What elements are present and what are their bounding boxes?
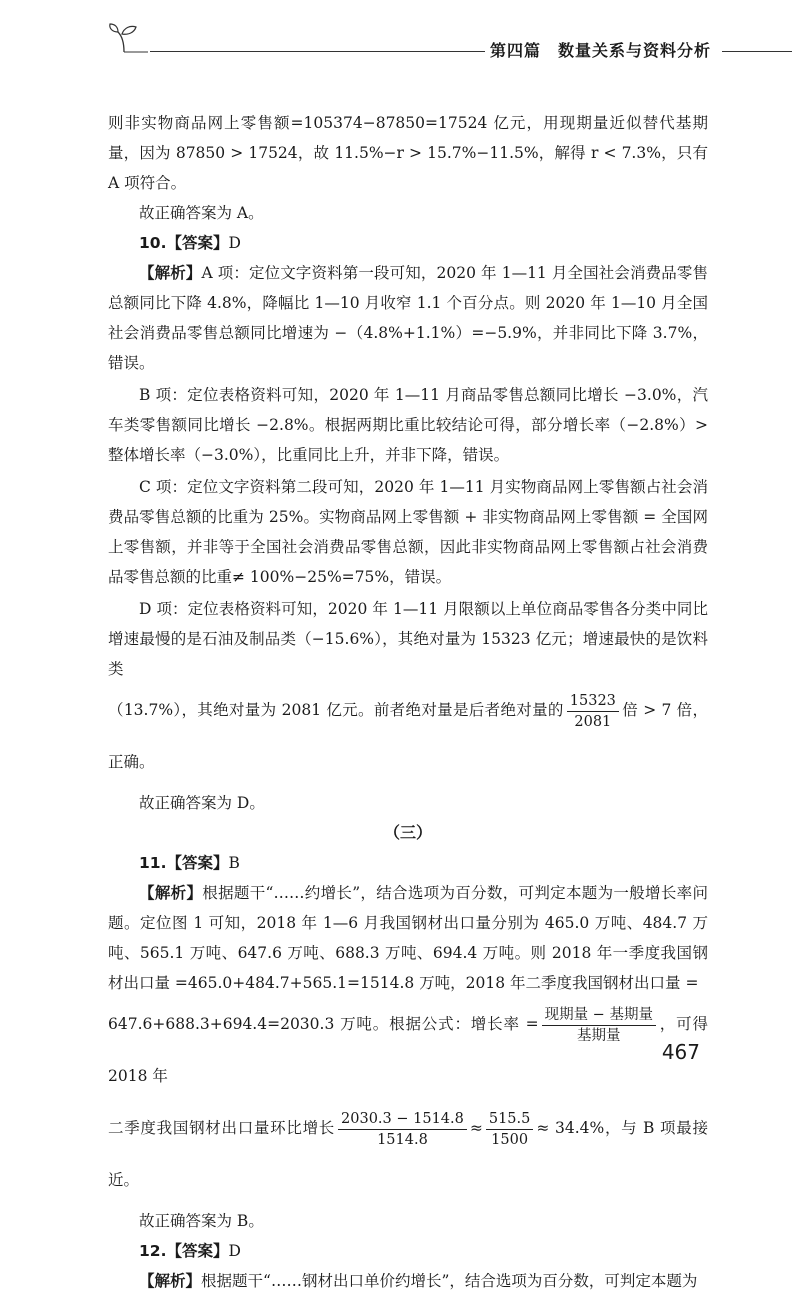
q12-analysis-tag: 【解析】 — [139, 1272, 202, 1290]
q10-option-d: D 项：定位表格资料可知，2020 年 1—11 月限额以上单位商品零售各分类中同比增速最慢的是石油及制品类（−15.6%），其绝对量为 15323 亿元；增速最快的是饮料类 — [108, 600, 708, 678]
running-header-title: 第四篇 数量关系与资料分析 — [490, 41, 712, 60]
q10-d-text3: 倍 > 7 倍，正确。 — [108, 701, 708, 771]
q10-frac-num: 15323 — [567, 691, 619, 712]
q11-growth-formula — [542, 1005, 656, 1046]
q10-d-text2: （13.7%），其绝对量为 2081 亿元。前者绝对量是后者绝对量的 — [108, 701, 564, 719]
q11-formula-den: 基期量 — [577, 1027, 621, 1044]
q11-text1: 根据题干“……约增长”，结合选项为百分数，可判定本题为一般增长率问题。定位图 1 可知，2018 年 1—6 月我国钢材出口量分别为 465.0 万吨、484.7 万吨、565.1 万吨、647.6 万吨、688.3 万吨、694.4 万吨。则 2018 年一季度我国钢材出口量 =465.0+484.7+565.1=1514.8 万吨，2018 年二季度我国钢材出口量 = — [108, 884, 708, 992]
q12-answer-letter: D — [228, 1242, 241, 1260]
q10-option-b: B 项：定位表格资料可知，2020 年 1—11 月商品零售总额同比增长 −3.0%，汽车类零售额同比增长 −2.8%。根据两期比重比较结论可得，部分增长率（−2.8%）> 整体增长率（−3.0%），比重同比上升，并非下降，错误。 — [108, 386, 708, 464]
q11-calc1-den: 1514.8 — [377, 1131, 428, 1148]
q10-conclusion: 故正确答案为 D。 — [139, 794, 265, 812]
q11-calc-fraction-1 — [338, 1109, 467, 1150]
q11-analysis-tag: 【解析】 — [139, 884, 203, 902]
q12-analysis — [108, 1266, 708, 1296]
q11-analysis — [108, 878, 708, 998]
q11-formula-num: 现期量 − 基期量 — [542, 1005, 656, 1026]
q11-calc2-den: 1500 — [491, 1131, 529, 1148]
q11-conclusion: 故正确答案为 B。 — [139, 1212, 264, 1230]
q11-calc-line — [108, 1102, 708, 1206]
page-header — [0, 0, 800, 70]
q12-prefix: 12.【答案】 — [139, 1242, 229, 1260]
q11-answer-letter: B — [228, 854, 240, 872]
page-number: 467 — [661, 1040, 700, 1064]
header-rule-left — [150, 51, 485, 52]
q11-calc-fraction-2 — [486, 1109, 534, 1150]
q10-fraction — [567, 691, 619, 732]
q10-answer-letter: D — [228, 234, 241, 252]
q12-answer — [108, 1236, 708, 1266]
q10-frac-den: 2081 — [574, 713, 612, 730]
q11-text3: ，可得 2018 年 — [108, 1015, 708, 1085]
header-rule-right — [722, 51, 792, 52]
q11-calc2-num: 515.5 — [486, 1109, 534, 1130]
q10-option-d-cont — [108, 684, 708, 788]
q10-analysis-tag: 【解析】 — [139, 264, 202, 282]
q11-prefix: 11.【答案】 — [139, 854, 229, 872]
page-body — [108, 108, 708, 1296]
q10-prefix: 10.【答案】 — [139, 234, 229, 252]
q11-answer — [108, 848, 708, 878]
q10-answer — [108, 228, 708, 258]
q11-formula-line — [108, 998, 708, 1102]
q11-text4: 二季度我国钢材出口量环比增长 — [108, 1119, 336, 1137]
section-heading-3: （三） — [383, 823, 432, 842]
q11-text2: 647.6+688.3+694.4=2030.3 万吨。根据公式：增长率 = — [108, 1015, 539, 1033]
paragraph-p1: 则非实物商品网上零售额=105374−87850=17524 亿元，用现期量近似替代基期量，因为 87850 > 17524，故 11.5%−r > 15.7%−11.5%，解得 r < 7.3%，只有 A 项符合。 — [108, 114, 708, 192]
q11-text5: ≈ 34.4%，与 B 项最接近。 — [108, 1119, 708, 1189]
q10-option-a — [108, 258, 708, 378]
q10-option-c: C 项：定位文字资料第二段可知，2020 年 1—11 月实物商品网上零售额占社会消费品零售总额的比重为 25%。实物商品网上零售额 + 非实物商品网上零售额 = 全国网上零售额，并非等于全国社会消费品零售总额，因此非实物商品网上零售额占社会消费品零售总额的比重≠ 100%−25%=75%，错误。 — [108, 478, 708, 586]
q11-approx: ≈ — [469, 1119, 483, 1137]
q11-calc1-num: 2030.3 − 1514.8 — [338, 1109, 467, 1130]
answer-conclusion-q9: 故正确答案为 A。 — [139, 204, 264, 222]
q10-a-text: A 项：定位文字资料第一段可知，2020 年 1—11 月全国社会消费品零售总额同比下降 4.8%，降幅比 1—10 月收窄 1.1 个百分点。则 2020 年 1—10 月全国社会消费品零售总额同比增速为 −（4.8%+1.1%）=−5.9%，并非同比下降 3.7%，错误。 — [108, 264, 708, 372]
q12-text1: 根据题干“……钢材出口单价约增长”，结合选项为百分数，可判定本题为 — [201, 1272, 698, 1290]
sprout-icon — [108, 20, 148, 54]
